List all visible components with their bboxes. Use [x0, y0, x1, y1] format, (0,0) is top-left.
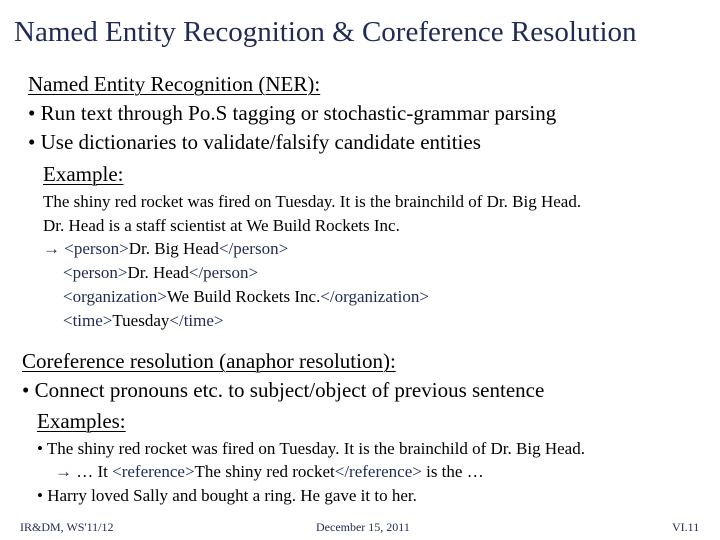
tag-open: <person> — [64, 239, 129, 258]
tag-open: <person> — [63, 263, 128, 282]
reference-text: The shiny red rocket — [194, 462, 335, 481]
ner-bullet-2: • Use dictionaries to validate/falsify candidate entities — [28, 130, 481, 154]
tag-close: </person> — [188, 263, 259, 282]
tag-open: <organization> — [63, 287, 167, 306]
entity-text: Dr. Head — [127, 263, 189, 282]
entity-text: Dr. Big Head — [128, 239, 219, 258]
ner-bullet-1: • Run text through Po.S tagging or stochastic-grammar parsing — [28, 101, 557, 125]
ner-example-label: Example: — [43, 162, 124, 186]
arrow-icon: → — [43, 239, 60, 258]
ner-example-line-2: Dr. Head is a staff scientist at We Build Rockets Inc. — [43, 216, 400, 235]
tag-close: </organization> — [320, 287, 429, 306]
result-prefix: … It — [72, 462, 113, 481]
tag-close: </person> — [218, 239, 289, 258]
tag-open: <reference> — [112, 462, 195, 481]
coref-result — [55, 462, 484, 482]
slide-title: Named Entity Recognition & Coreference Resolution — [14, 16, 637, 48]
footer-date: December 15, 2011 — [316, 520, 410, 534]
entity-text: Tuesday — [112, 311, 170, 330]
coref-bullet: • Connect pronouns etc. to subject/object of previous sentence — [22, 378, 545, 402]
tag-open: <time> — [63, 311, 113, 330]
arrow-icon: → — [55, 462, 72, 481]
coref-examples-label: Examples: — [37, 409, 126, 433]
footer-left: IR&DM, WS'11/12 — [20, 520, 114, 534]
coref-example-1: • The shiny red rocket was fired on Tuesday. It is the brainchild of Dr. Big Head. — [37, 439, 585, 458]
coref-example-2: • Harry loved Sally and bought a ring. He gave it to her. — [37, 486, 417, 505]
footer-page-number: VI.11 — [672, 520, 700, 534]
result-suffix: is the … — [421, 462, 484, 481]
tag-close: </reference> — [334, 462, 422, 481]
ner-tag-line-4 — [63, 311, 224, 331]
entity-text: We Build Rockets Inc. — [166, 287, 321, 306]
ner-heading: Named Entity Recognition (NER): — [28, 72, 321, 96]
ner-tag-line-1 — [43, 239, 288, 259]
coref-heading: Coreference resolution (anaphor resolution): — [22, 349, 396, 373]
ner-example-line-1: The shiny red rocket was fired on Tuesday. It is the brainchild of Dr. Big Head. — [43, 192, 582, 211]
ner-tag-line-2 — [63, 263, 258, 283]
tag-close: </time> — [169, 311, 224, 330]
ner-tag-line-3 — [63, 287, 429, 307]
